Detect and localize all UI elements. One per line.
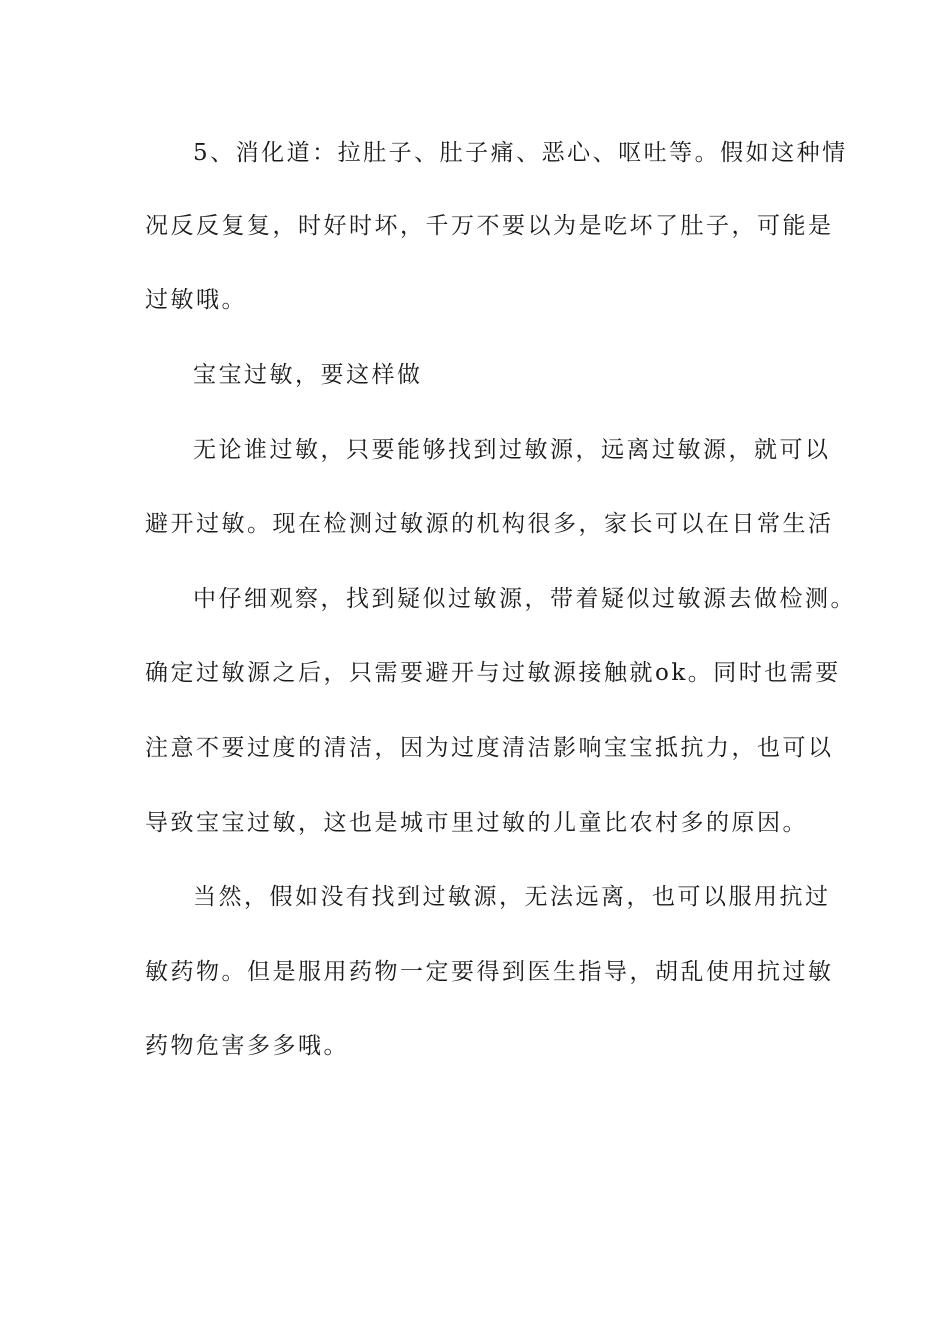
paragraph-allergen-line-4: 确定过敏源之后，只需要避开与过敏源接触就ok。同时也需要 <box>145 660 841 686</box>
paragraph-allergen-line-1: 无论谁过敏，只要能够找到过敏源，远离过敏源，就可以 <box>193 437 831 463</box>
paragraph-allergen-line-6: 导致宝宝过敏，这也是城市里过敏的儿童比农村多的原因。 <box>145 810 808 836</box>
paragraph-medication-line-2: 敏药物。但是服用药物一定要得到医生指导，胡乱使用抗过敏 <box>145 959 834 985</box>
paragraph-medication-line-1: 当然，假如没有找到过敏源，无法远离，也可以服用抗过 <box>193 884 831 910</box>
paragraph-digestive-line-2: 况反反复复，时好时坏，千万不要以为是吃坏了肚子，可能是 <box>145 213 834 239</box>
section-heading: 宝宝过敏，要这样做 <box>193 362 423 388</box>
paragraph-allergen-line-2: 避开过敏。现在检测过敏源的机构很多，家长可以在日常生活 <box>145 511 834 537</box>
paragraph-allergen-line-5: 注意不要过度的清洁，因为过度清洁影响宝宝抵抗力，也可以 <box>145 735 834 761</box>
paragraph-digestive-line-1: 5、消化道：拉肚子、肚子痛、恶心、呕吐等。假如这种情 <box>193 140 848 166</box>
paragraph-digestive-line-3: 过敏哦。 <box>145 287 247 313</box>
paragraph-medication-line-3: 药物危害多多哦。 <box>145 1033 349 1059</box>
paragraph-allergen-line-3: 中仔细观察，找到疑似过敏源，带着疑似过敏源去做检测。 <box>193 586 856 612</box>
